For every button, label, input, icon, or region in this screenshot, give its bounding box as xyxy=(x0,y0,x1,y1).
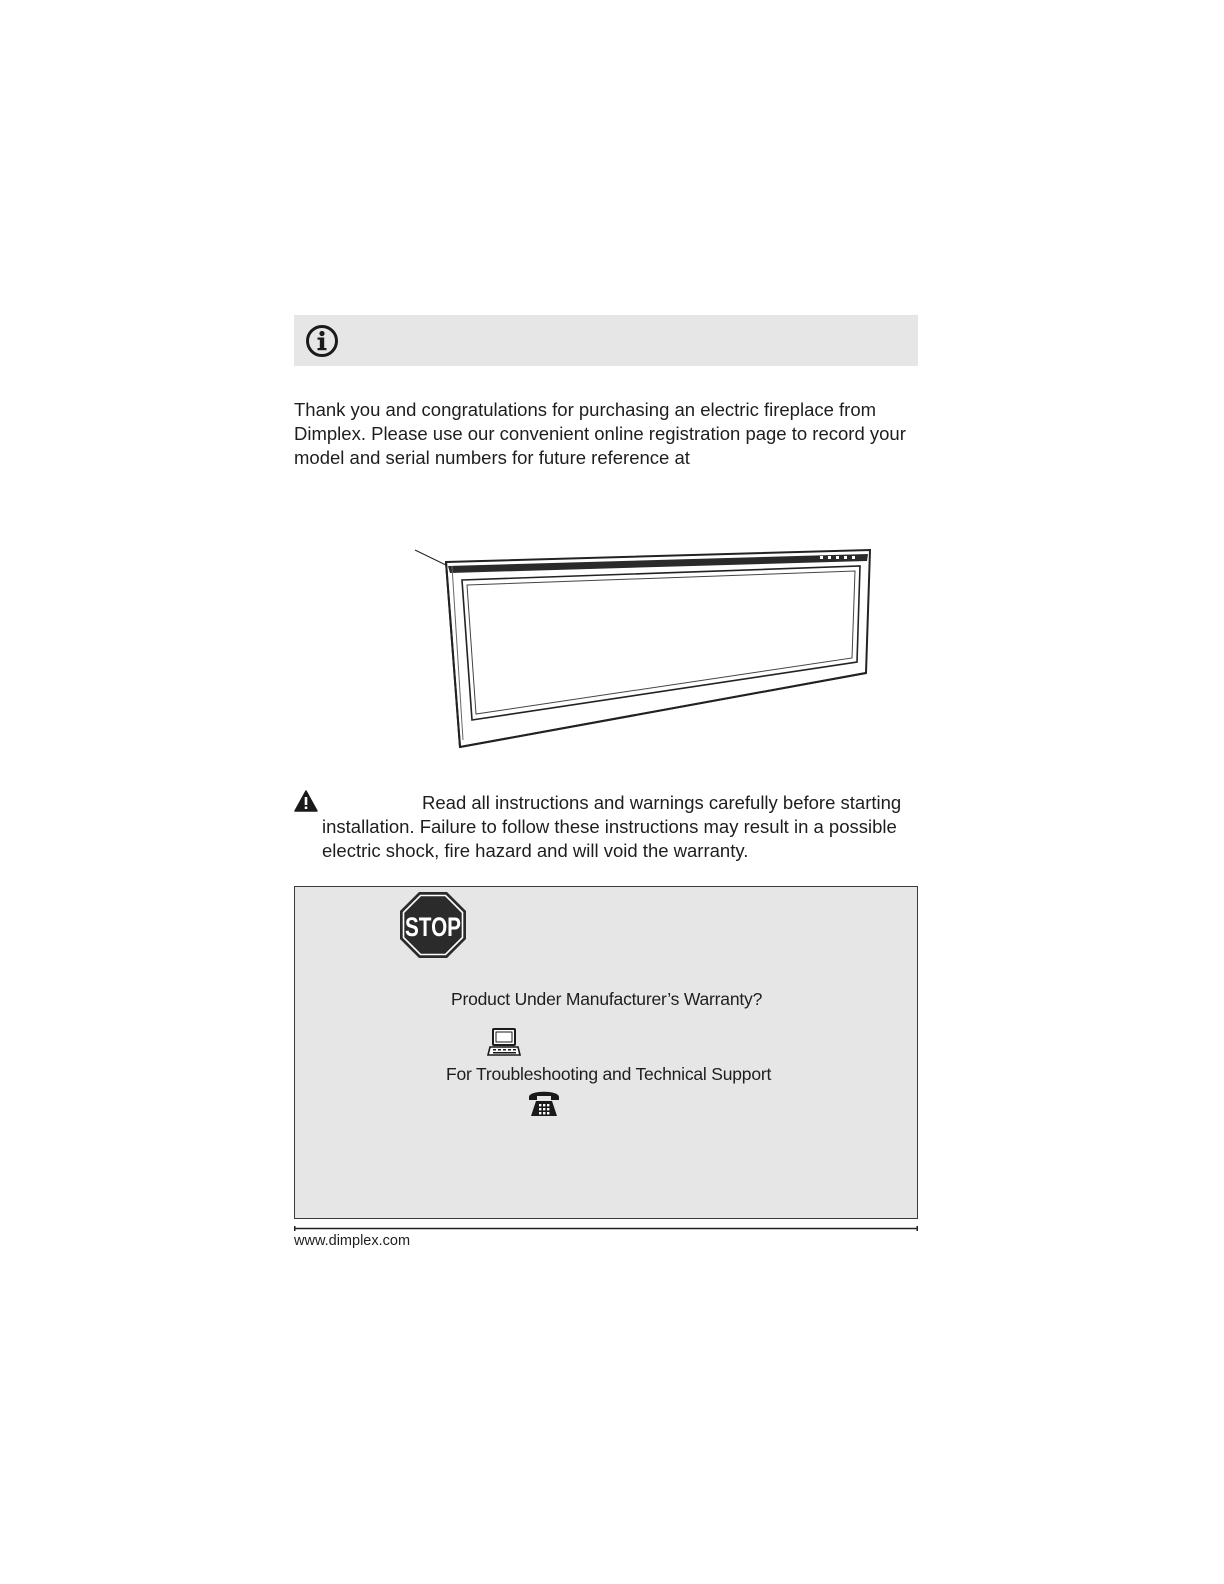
stop-label: STOP xyxy=(405,912,461,942)
laptop-icon xyxy=(487,1027,521,1057)
footer-website-link[interactable]: www.dimplex.com xyxy=(294,1233,411,1249)
warning-triangle-icon xyxy=(294,790,318,812)
footer-divider xyxy=(294,1226,918,1231)
stop-notice-box xyxy=(294,886,918,1219)
telephone-icon xyxy=(527,1088,561,1118)
intro-paragraph: Thank you and congratulations for purchasing an electric fireplace from Dimplex. Please use our convenient online registration page to record your model and serial numbers for future reference at xyxy=(294,399,906,468)
fireplace-illustration xyxy=(410,540,880,755)
warning-line-1: Read all instructions and warnings carefully before starting xyxy=(422,792,902,813)
warranty-question: Product Under Manufacturer’s Warranty? xyxy=(451,989,763,1009)
info-banner xyxy=(294,315,918,366)
support-label: For Troubleshooting and Technical Support xyxy=(446,1064,772,1084)
warning-text xyxy=(322,791,922,863)
stop-sign-icon xyxy=(399,891,467,959)
warning-continuation: installation. Failure to follow these instructions may result in a possible electric shock, fire hazard and will void the warranty. xyxy=(322,816,897,861)
info-circle-icon xyxy=(305,324,339,358)
